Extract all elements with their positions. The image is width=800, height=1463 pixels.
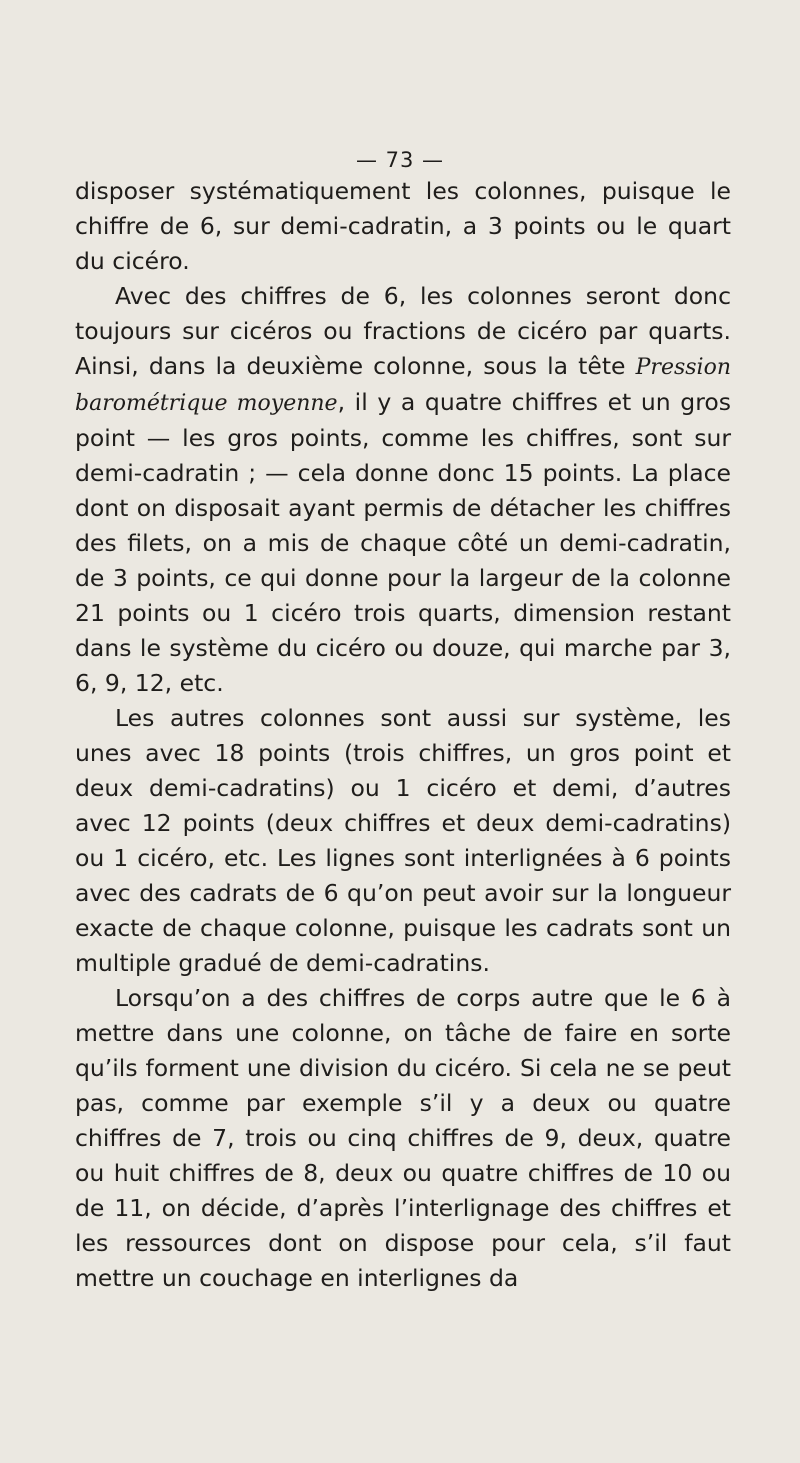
paragraph-3: Les autres colonnes sont aussi sur système, les unes avec 18 points (trois chiffres, un gros point et deux demi-cadratins) ou 1 cicéro et demi, d’autres avec 12 points (deux chiffres et deux demi-cadratins) ou 1 cicéro, etc. Les lignes sont interlignées à 6 points avec des cadrats de 6 qu’on peut avoir sur la longueur exacte de chaque colonne, puisque les cadrats sont un multiple gradué de demi-cadratins. — [75, 704, 731, 977]
paragraph-1: disposer systématiquement les colonnes, puisque le chiffre de 6, sur demi-cadratin, a 3 points ou le quart du cicéro. — [75, 177, 731, 275]
paragraph-4: Lorsqu’on a des chiffres de corps autre que le 6 à mettre dans une colonne, on tâche de faire en sorte qu’ils forment une division du cicéro. Si cela ne se peut pas, comme par exemple s’il y a deux ou quatre chiffres de 7, trois ou cinq chiffres de 9, deux, quatre ou huit chiffres de 8, deux ou quatre chiffres de 10 ou de 11, on décide, d’après l’interlignage des chiffres et les ressources dont on dispose pour cela, s’il faut mettre un couchage en interlignes da — [75, 984, 731, 1292]
paragraph-2 — [75, 279, 731, 701]
paragraph-2-end: , il y a quatre chiffres et un gros point — les gros points, comme les chiffres, sont sur demi-cadratin ; — cela donne donc 15 points. La place dont on disposait ayant permis de détacher les chiffres des filets, on a mis de chaque côté un demi-cadratin, de 3 points, ce qui donne pour la largeur de la colonne 21 points ou 1 cicéro trois quarts, dimension restant dans le système du cicéro ou douze, qui marche par 3, 6, 9, 12, etc. — [75, 388, 731, 697]
body-text — [75, 174, 731, 1296]
paragraph-2-start: Avec des chiffres de 6, les colonnes seront donc toujours sur cicéros ou fractions de cicéro par quarts. Ainsi, dans la deuxième colonne, sous la tête — [75, 282, 731, 380]
italic-title: Pression barométrique moyenne — [75, 355, 731, 416]
page-number-header: — 73 — — [355, 148, 445, 172]
